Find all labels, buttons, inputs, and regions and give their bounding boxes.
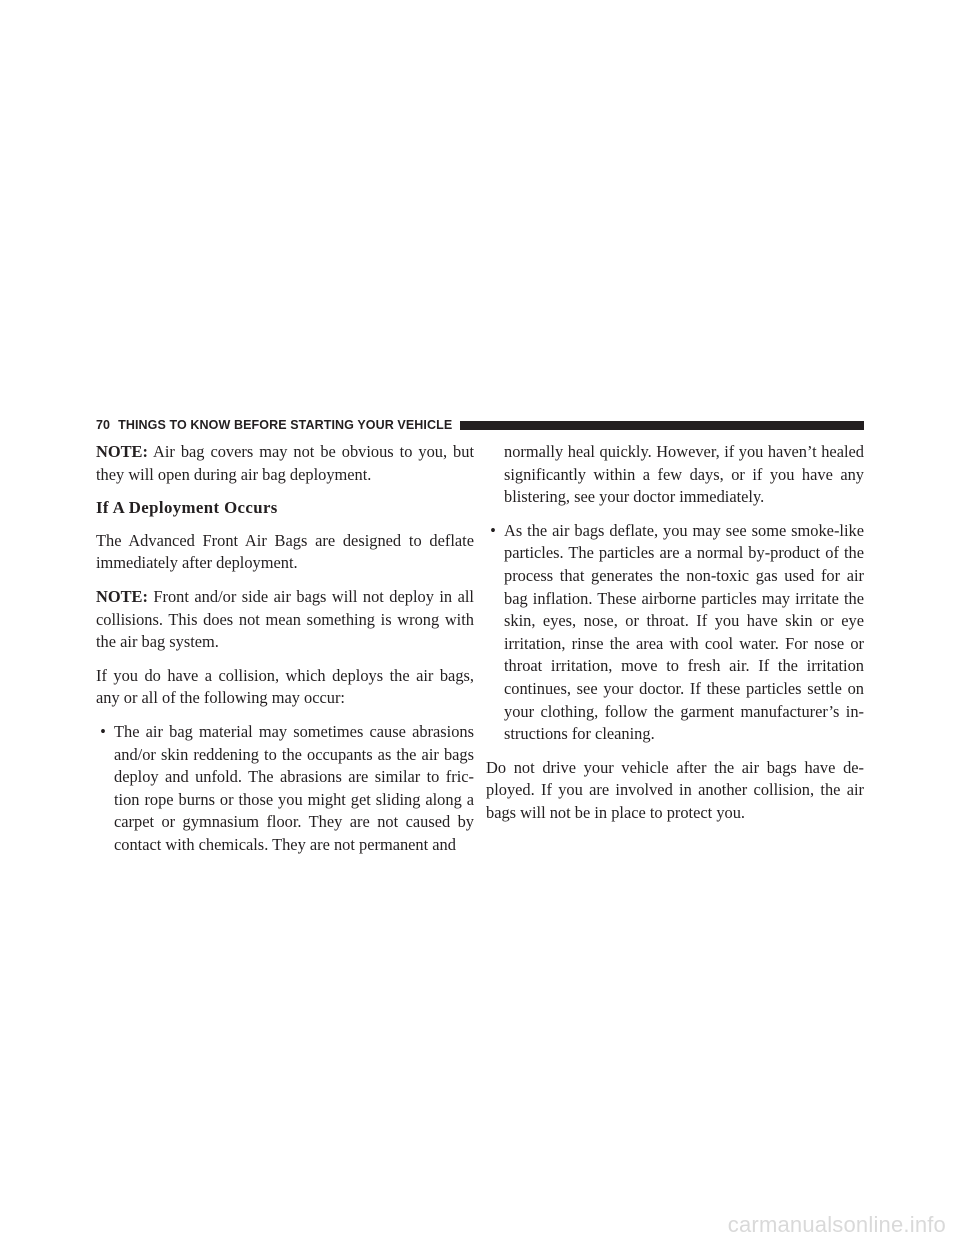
page-header	[96, 416, 864, 434]
note-label: NOTE:	[96, 442, 148, 461]
note-text: Front and/or side air bags will not deploy in all collisions. This does not mean something is wrong with the air bag system.	[96, 586, 474, 652]
bullet-text: The air bag material may sometimes cause abrasions and/or skin reddening to the occupants as the air bags deploy and unfold. The abrasions are similar to fric- tion rope burns or those you might get sliding along a carpet or gymnasium floor. They are not caused by contact with chemicals. They are not permanent and	[114, 721, 474, 854]
section-title: THINGS TO KNOW BEFORE STARTING YOUR VEHICLE	[118, 418, 453, 432]
note-label: NOTE:	[96, 586, 148, 606]
paragraph-collision: If you do have a collision, which deploys the air bags, any or all of the following may occur:	[96, 665, 474, 708]
watermark: carmanualsonline.info	[727, 1212, 946, 1237]
section-heading: If A Deployment Occurs	[96, 498, 278, 518]
paragraph-deflate: The Advanced Front Air Bags are designed to deflate immediately after deployment.	[96, 530, 474, 573]
bullet-continuation: normally heal quickly. However, if you haven’t healed significantly within a few days, or if you have any blistering, see your doctor immediately.	[504, 442, 864, 507]
bullet-icon: •	[100, 721, 106, 741]
list-item	[486, 520, 864, 746]
list-item	[96, 721, 474, 857]
paragraph-do-not-drive: Do not drive your vehicle after the air bags have de- ployed. If you are involved in another collision, the air bags will not be in place to protect you.	[486, 757, 864, 822]
left-column	[96, 441, 474, 868]
page-number: 70	[96, 418, 111, 432]
right-column	[486, 441, 864, 836]
bullet-text: As the air bags deflate, you may see some smoke-like particles. The particles are a normal by-product of the process that generates the non-toxic gas used for air bag inflation. These airborne particles may irritate the skin, eyes, nose, or throat. If you have skin or eye irritation, rinse the area with cool water. For nose or throat irritation, move to fresh air. If the irritation continues, see your doctor. If these particles settle on your clothing, follow the garment manufacturer’s in- structions for cleaning.	[504, 520, 864, 744]
note-not-deploy	[96, 586, 474, 654]
note-deployment-covers	[96, 441, 474, 486]
header-rule	[460, 421, 864, 430]
note-text: Air bag covers may not be obvious to you, but they will open during air bag deployment.	[96, 442, 474, 484]
bullet-icon: •	[490, 520, 496, 540]
